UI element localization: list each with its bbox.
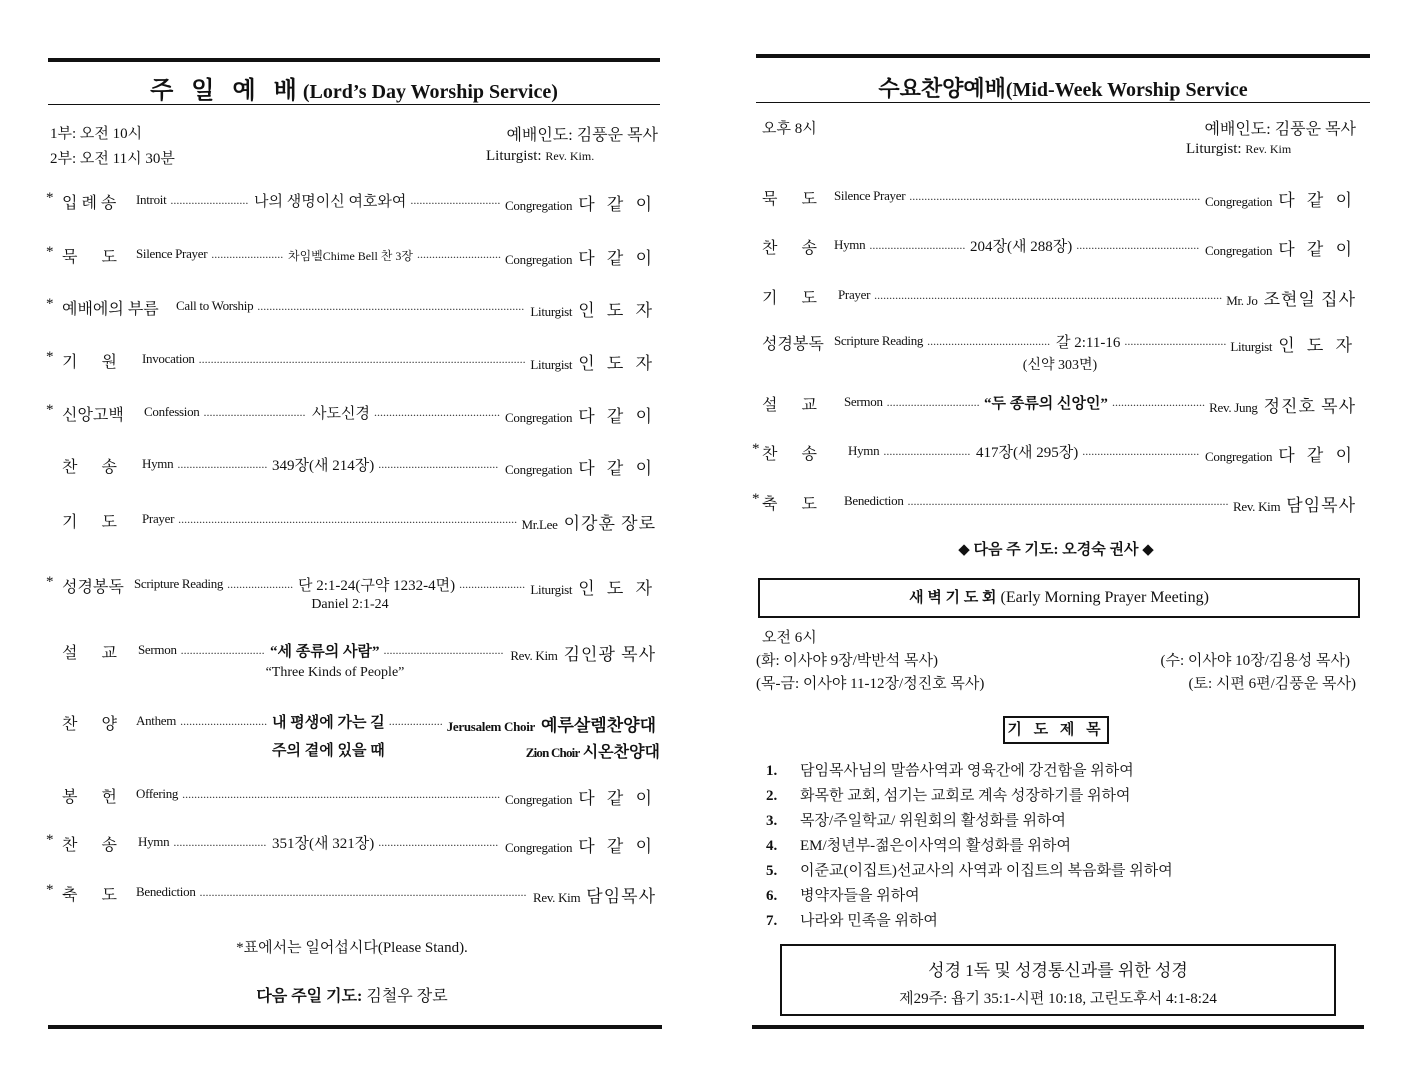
leader-dots: ................................ <box>869 238 966 252</box>
responsible-ko: 다 같 이 <box>578 249 656 268</box>
item-detail: 사도신경 <box>312 406 370 422</box>
leader-dots: ....................................... <box>1082 444 1200 458</box>
prayer-topic-number: 3. <box>766 813 778 829</box>
next-sunday-prayer <box>0 983 704 1006</box>
item-responsible <box>530 296 656 321</box>
worship-leader: 예배인도: 김풍운 목사 <box>506 127 658 144</box>
stand-note: *표에서는 일어섭시다(Please Stand). <box>236 940 468 956</box>
leader-dots: ......................................... <box>1076 238 1200 252</box>
item-name-en: Hymn <box>848 443 880 458</box>
responsible-en: Congregation <box>1205 194 1273 209</box>
stand-marker: * <box>46 349 54 365</box>
anthem-2-choir <box>526 739 660 762</box>
item-responsible <box>533 882 656 907</box>
item-name-ko: 찬 송 <box>762 446 817 463</box>
worship-item-row <box>46 296 656 322</box>
leader-dots: ............................ <box>180 643 265 657</box>
leader-dots: ........................................ <box>383 643 504 657</box>
item-responsible <box>505 190 656 215</box>
item-name-ko: 찬 송 <box>62 837 117 854</box>
leader-dots: ............................... <box>886 395 980 409</box>
prayer-topic-item <box>766 784 1131 805</box>
item-responsible <box>505 832 656 857</box>
item-detail: 갈 2:11-16 <box>1056 335 1121 351</box>
stand-marker: * <box>752 491 760 507</box>
liturgist <box>486 148 594 165</box>
item-name-en: Sermon <box>138 642 177 657</box>
responsible-ko: 담임목사 <box>1286 496 1356 515</box>
item-responsible <box>1205 235 1356 260</box>
item-name-ko: 설 교 <box>762 397 817 414</box>
bible-reading-box <box>780 944 1336 1016</box>
item-name-en: Hymn <box>142 456 174 471</box>
item-name-en: Anthem <box>136 713 177 728</box>
responsible-ko: 다 같 이 <box>1278 191 1356 210</box>
worship-item-row <box>752 441 1356 467</box>
worship-item-row <box>46 784 656 810</box>
anthem-2-choir-ko: 시온찬양대 <box>582 744 660 761</box>
item-name-en: Benediction <box>844 493 904 508</box>
worship-item-row <box>46 349 656 375</box>
prayer-topic-text: 화목한 교회, 섬기는 교회로 계속 성장하기를 위하여 <box>800 788 1131 804</box>
title-rule <box>756 102 1370 103</box>
prayer-topic-item <box>766 909 938 930</box>
prayer-topic-text: 병약자들을 위하여 <box>800 888 920 904</box>
responsible-en: Rev. Kim <box>1232 499 1281 514</box>
item-responsible <box>505 784 656 809</box>
leader-dots: ............................ <box>416 247 501 261</box>
liturgist-name: Rev. Kim <box>1245 142 1292 156</box>
prayer-topic-text: 이준교(이집트)선교사의 사역과 이집트의 복음화를 위하여 <box>800 863 1173 879</box>
worship-item-row <box>752 285 1356 311</box>
item-responsible <box>1226 285 1356 310</box>
leader-dots: .......................... <box>170 193 249 207</box>
leader-dots: ............................................................................................................. <box>198 352 526 366</box>
bible-box-title: 성경 1독 및 성경통신과를 위한 성경 <box>928 961 1188 980</box>
item-detail: 나의 생명이신 여호와여 <box>254 194 407 210</box>
responsible-en: Congregation <box>505 252 573 267</box>
item-name-en: Benediction <box>136 884 196 899</box>
prayer-topic-text: 목장/주일학교/ 위원회의 활성화를 위하여 <box>800 813 1066 829</box>
service-time: 오후 8시 <box>762 121 817 137</box>
item-name-ko: 찬 송 <box>62 459 117 476</box>
responsible-ko: 인 도 자 <box>578 354 656 373</box>
responsible-ko: 김인광 목사 <box>563 645 656 664</box>
bottom-rule <box>48 1025 662 1029</box>
worship-item-row <box>46 190 656 216</box>
item-responsible <box>1205 186 1356 211</box>
responsible-ko: 다 같 이 <box>578 195 656 214</box>
item-name-ko: 봉 헌 <box>62 789 117 806</box>
top-rule <box>48 58 660 62</box>
worship-item-row <box>752 392 1356 418</box>
prayer-topic-number: 4. <box>766 838 778 854</box>
early-schedule-thu-fri: (목-금: 이사야 11-12장/정진호 목사) <box>756 676 985 692</box>
item-detail: 204장(새 288장) <box>970 239 1073 255</box>
scripture-subtitle: (신약 303면) <box>1022 358 1098 373</box>
page-title <box>756 72 1370 103</box>
right-page <box>704 0 1408 1088</box>
responsible-ko: 다 같 이 <box>578 837 656 856</box>
item-detail: “세 종류의 사람” <box>270 644 380 660</box>
service-time-2: 2부: 오전 11시 30분 <box>50 151 175 167</box>
leader-dots: ........................ <box>211 247 284 261</box>
early-prayer-header <box>758 578 1360 618</box>
sermon-subtitle: “Three Kinds of People” <box>265 665 405 680</box>
bottom-rule <box>752 1025 1364 1029</box>
scripture-subtitle: Daniel 2:1-24 <box>311 597 389 612</box>
item-responsible <box>510 640 656 665</box>
item-name-ko: 성경봉독 <box>62 579 124 596</box>
prayer-topic-number: 1. <box>766 763 778 779</box>
prayer-topic-item <box>766 759 1134 780</box>
prayer-topic-text: EM/청년부-젊은이사역의 활성화를 위하여 <box>800 838 1072 854</box>
bible-box-text: 제29주: 욥기 35:1-시편 10:18, 고린도후서 4:1-8:24 <box>899 991 1217 1007</box>
stand-marker: * <box>46 882 54 898</box>
page-title <box>48 70 660 105</box>
worship-item-row <box>46 509 656 535</box>
item-name-en: Scripture Reading <box>834 333 924 348</box>
item-name-en: Silence Prayer <box>136 246 208 261</box>
item-responsible <box>1205 441 1356 466</box>
liturgist-label: Liturgist: <box>1186 141 1242 157</box>
responsible-en: Mr. Jo <box>1226 293 1258 308</box>
stand-marker: * <box>46 574 54 590</box>
item-name-ko: 축 도 <box>762 496 817 513</box>
leader-dots: .......................................................................................................... <box>182 787 501 801</box>
item-name-ko: 입 례 송 <box>62 195 117 212</box>
responsible-ko: 다 같 이 <box>578 459 656 478</box>
item-name-en: Silence Prayer <box>834 188 906 203</box>
item-name-en: Sermon <box>844 394 883 409</box>
item-name-ko: 기 원 <box>62 354 117 371</box>
leader-dots: ............................. <box>883 444 971 458</box>
item-responsible <box>1233 491 1356 516</box>
stand-marker: * <box>46 296 54 312</box>
item-responsible <box>505 402 656 427</box>
item-name-ko: 묵 도 <box>762 191 817 208</box>
prayer-topic-number: 2. <box>766 788 778 804</box>
title-korean: 수요찬양예배 <box>878 76 1006 101</box>
item-responsible <box>447 711 656 736</box>
liturgist <box>1186 141 1291 158</box>
item-detail: 349장(새 214장) <box>272 458 375 474</box>
leader-dots: ...................... <box>459 577 526 591</box>
prayer-topic-text: 나라와 민족을 위하여 <box>800 913 938 929</box>
item-name-en: Prayer <box>142 511 175 526</box>
responsible-ko: 예루살렘찬양대 <box>541 716 656 735</box>
responsible-en: Rev. Kim <box>532 890 581 905</box>
leader-dots: .................................. <box>203 405 306 419</box>
leader-dots: ........................................................................................................... <box>907 494 1229 508</box>
responsible-ko: 담임목사 <box>586 887 656 906</box>
item-name-ko: 기 도 <box>62 514 117 531</box>
responsible-en: Liturgist <box>1230 339 1273 354</box>
prayer-topics-title <box>1003 716 1109 744</box>
prayer-topic-item <box>766 859 1173 880</box>
item-detail: 차임벨Chime Bell 찬 3장 <box>288 249 413 263</box>
early-schedule-wed: (수: 이사야 10장/김용성 목사) <box>1160 653 1350 669</box>
anthem-2-title: 주의 곁에 있을 때 <box>272 743 385 759</box>
item-name-en: Introit <box>136 192 167 207</box>
leader-dots: ........................................ <box>378 457 499 471</box>
item-name-en: Prayer <box>838 287 871 302</box>
early-schedule-tue: (화: 이사야 9장/박반석 목사) <box>756 653 938 669</box>
worship-item-row <box>46 244 656 270</box>
title-rule <box>48 104 660 105</box>
leader-dots: .............................. <box>410 193 501 207</box>
worship-item-row <box>46 882 656 908</box>
responsible-ko: 이강훈 장로 <box>563 514 656 533</box>
worship-item-row <box>752 491 1356 517</box>
responsible-en: Jerusalem Choir <box>446 719 536 734</box>
title-english: (Lord’s Day Worship Service) <box>302 81 558 103</box>
worship-item-row <box>46 711 656 737</box>
next-prayer-name: 김철우 장로 <box>366 988 448 1005</box>
liturgist-label: Liturgist: <box>486 148 542 164</box>
leader-dots: ................................................................................................. <box>909 189 1201 203</box>
leader-dots: ...................... <box>227 577 294 591</box>
worship-item-row <box>46 640 656 666</box>
stand-marker: * <box>46 832 54 848</box>
leader-dots: ......................................................................................... <box>257 299 525 313</box>
responsible-ko: 다 같 이 <box>1278 446 1356 465</box>
worship-item-row <box>752 235 1356 261</box>
responsible-en: Congregation <box>505 198 573 213</box>
next-week-prayer: ◆ 다음 주 기도: 오경숙 권사 ◆ <box>958 542 1154 558</box>
item-responsible <box>1230 331 1356 356</box>
early-title-ko: 새 벽 기 도 회 <box>909 590 997 606</box>
item-name-ko: 찬 양 <box>62 716 117 733</box>
next-prayer-label: 다음 주일 기도: <box>256 988 363 1005</box>
item-name-en: Hymn <box>834 237 866 252</box>
leader-dots: .......................................... <box>373 405 500 419</box>
worship-item-row <box>46 832 656 858</box>
leader-dots: .................................................................................................................... <box>874 288 1223 302</box>
item-name-ko: 찬 송 <box>762 240 817 257</box>
responsible-en: Congregation <box>505 792 573 807</box>
responsible-en: Congregation <box>505 462 573 477</box>
item-detail: 단 2:1-24(구약 1232-4면) <box>298 578 456 594</box>
item-responsible <box>522 509 656 534</box>
early-time: 오전 6시 <box>762 630 817 646</box>
item-responsible <box>530 574 656 599</box>
item-name-ko: 설 교 <box>62 645 117 662</box>
responsible-en: Mr.Lee <box>521 517 558 532</box>
early-title-en: (Early Morning Prayer Meeting) <box>1000 589 1209 606</box>
stand-marker: * <box>46 402 54 418</box>
responsible-ko: 다 같 이 <box>1278 240 1356 259</box>
item-name-en: Confession <box>144 404 200 419</box>
responsible-en: Rev. Kim <box>510 648 558 663</box>
stand-marker: * <box>752 441 760 457</box>
early-schedule-sat: (토: 시편 6편/김풍운 목사) <box>1188 676 1356 692</box>
stand-marker: * <box>46 244 54 260</box>
responsible-ko: 정진호 목사 <box>1263 397 1356 416</box>
stand-marker: * <box>46 190 54 206</box>
item-name-en: Scripture Reading <box>134 576 224 591</box>
worship-item-row <box>46 402 656 428</box>
prayer-topic-number: 5. <box>766 863 778 879</box>
worship-item-row <box>752 186 1356 212</box>
responsible-en: Congregation <box>505 840 573 855</box>
item-detail: 417장(새 295장) <box>976 445 1079 461</box>
prayer-topic-item <box>766 834 1071 855</box>
item-name-en: Call to Worship <box>176 298 254 313</box>
item-name-en: Offering <box>136 786 179 801</box>
responsible-en: Congregation <box>1205 243 1273 258</box>
leader-dots: .................. <box>388 714 443 728</box>
title-english: (Mid-Week Worship Service <box>1005 79 1248 101</box>
item-name-ko: 신앙고백 <box>62 407 124 424</box>
responsible-ko: 인 도 자 <box>1278 336 1356 355</box>
item-name-ko: 묵 도 <box>62 249 117 266</box>
leader-dots: ........................................ <box>378 835 499 849</box>
responsible-en: Rev. Jung <box>1209 400 1258 415</box>
responsible-ko: 다 같 이 <box>578 407 656 426</box>
responsible-ko: 조현일 집사 <box>1263 290 1356 309</box>
service-time-1: 1부: 오전 10시 <box>50 126 143 142</box>
responsible-en: Congregation <box>505 410 573 425</box>
item-responsible <box>530 349 656 374</box>
item-name-ko: 기 도 <box>762 290 817 307</box>
liturgist-name: Rev. Kim. <box>545 149 595 163</box>
item-name-ko: 예배에의 부름 <box>62 301 159 318</box>
leader-dots: ......................................... <box>927 334 1051 348</box>
prayer-topic-number: 7. <box>766 913 778 929</box>
item-detail: 351장(새 321장) <box>272 836 375 852</box>
responsible-ko: 다 같 이 <box>578 789 656 808</box>
worship-item-row <box>46 454 656 480</box>
prayer-topic-number: 6. <box>766 888 778 904</box>
leader-dots: ............................... <box>1111 395 1205 409</box>
responsible-en: Liturgist <box>530 582 573 597</box>
item-detail: “두 종류의 신앙인” <box>984 396 1108 412</box>
prayer-topic-item <box>766 809 1066 830</box>
item-detail: 내 평생에 가는 길 <box>272 715 385 731</box>
leader-dots: ................................................................................................................. <box>178 512 518 526</box>
top-rule <box>756 54 1370 58</box>
prayer-topics-title-text: 기 도 제 목 <box>1007 722 1105 738</box>
responsible-en: Congregation <box>1205 449 1273 464</box>
leader-dots: ............................... <box>173 835 267 849</box>
prayer-topic-text: 담임목사님의 말씀사역과 영육간에 강건함을 위하여 <box>800 763 1134 779</box>
responsible-ko: 인 도 자 <box>578 579 656 598</box>
item-responsible <box>505 244 656 269</box>
prayer-topic-item <box>766 884 920 905</box>
item-responsible <box>1209 392 1356 417</box>
leader-dots: ............................................................................................................. <box>199 885 527 899</box>
anthem-2-choir-en: Zion Choir <box>525 745 580 760</box>
leader-dots: .............................. <box>177 457 268 471</box>
item-name-en: Invocation <box>142 351 195 366</box>
responsible-en: Liturgist <box>530 304 573 319</box>
leader-dots: ............................. <box>180 714 268 728</box>
responsible-en: Liturgist <box>530 357 573 372</box>
item-name-ko: 축 도 <box>62 887 117 904</box>
responsible-ko: 인 도 자 <box>578 301 656 320</box>
title-korean: 주 일 예 배 <box>150 78 303 104</box>
item-name-ko: 성경봉독 <box>762 336 824 353</box>
worship-leader: 예배인도: 김풍운 목사 <box>1204 121 1356 138</box>
item-name-en: Hymn <box>138 834 170 849</box>
leader-dots: .................................. <box>1124 334 1227 348</box>
item-responsible <box>505 454 656 479</box>
